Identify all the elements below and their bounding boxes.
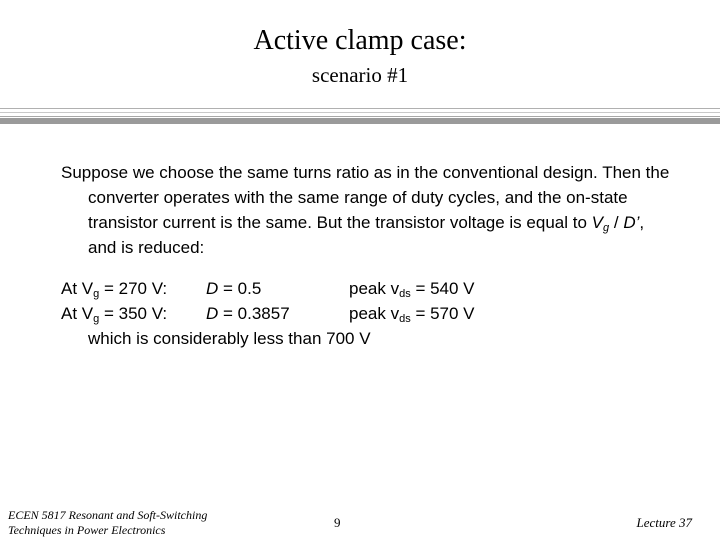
row-duty-cycle: D = 0.3857: [206, 304, 290, 323]
page-number: 9: [334, 515, 341, 530]
header-rule-thick: [0, 118, 720, 124]
slide-subtitle: scenario #1: [311, 63, 409, 87]
results-block: [61, 276, 681, 351]
footer-course: [8, 508, 207, 538]
paragraph-tail: , and is reduced:: [88, 213, 645, 257]
row-peak-voltage: peak $v_{ds} = 570$ V: [349, 304, 475, 325]
header-rule-3: [0, 116, 720, 117]
expr-slash: /: [613, 213, 619, 232]
footer-course-line2: Techniques in Power Electronics: [8, 523, 166, 537]
header-rule-2: [0, 112, 720, 113]
expr-g: g: [602, 222, 610, 234]
result-row: [61, 301, 681, 326]
row-input-voltage: At $V_g = 350$ V:: [61, 304, 168, 325]
result-row: [61, 276, 681, 301]
slide-title: Active clamp case:: [253, 25, 467, 56]
expr-v: V: [591, 213, 603, 232]
expr-d-prime: D’: [623, 213, 640, 232]
row-duty-cycle: D = 0.5: [206, 279, 262, 298]
row-peak-voltage: peak $v_{ds} = 540$ V: [349, 279, 475, 300]
header-rule-1: [0, 108, 720, 109]
main-paragraph: [61, 160, 671, 260]
footer-lecture: Lecture 37: [636, 515, 692, 530]
body-paragraph: [61, 160, 671, 260]
conclusion-text: which is considerably less than 700 V: [88, 329, 371, 348]
paragraph-main-text: Suppose we choose the same turns ratio as in the conventional design. Then the converter operates with the same range of duty cycles, and the on-state transistor current is the same. But the transistor voltage is equal to: [61, 163, 670, 232]
row-input-voltage: At $V_g = 270$ V:: [61, 279, 168, 300]
footer-course-line1: ECEN 5817 Resonant and Soft-Switching: [8, 508, 208, 522]
